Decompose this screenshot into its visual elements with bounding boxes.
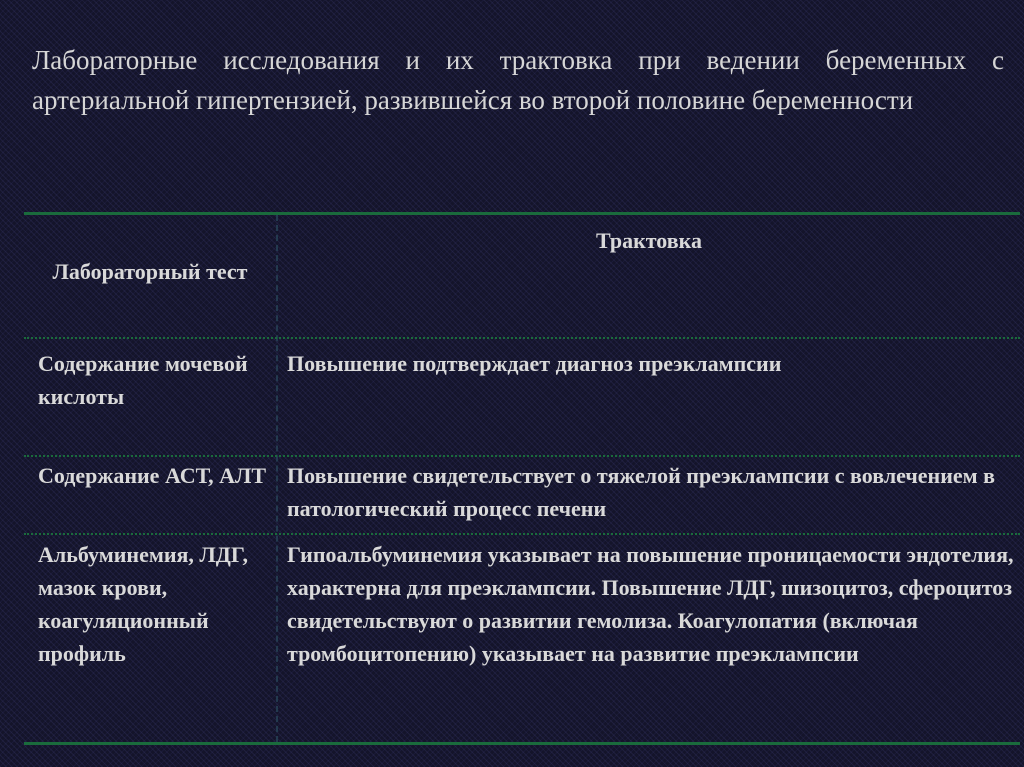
table-row [24, 533, 1020, 745]
slide-title: Лабораторные исследования и их трактовка при ведении беременных с артериальной гипертензией, развившейся во второй половине беременности [32, 45, 1004, 115]
interpretation-cell: Гипоальбуминемия указывает на повышение проницаемости эндотелия, характерна для преэклампсии. Повышение ЛДГ, шизоцитоз, сфероцитоз свидетельствуют о развитии гемолиза. Коагулопатия (включая тромбоцитопению) указывает на развитие преэклампсии [287, 542, 1014, 666]
lab-test-cell: Содержание АСТ, АЛТ [38, 463, 267, 488]
table-header-row [24, 215, 1020, 337]
lab-tests-table [24, 212, 1020, 745]
interpretation-cell: Повышение свидетельствует о тяжелой преэклампсии с вовлечением в патологический процесс печени [287, 463, 996, 521]
header-lab-test: Лабораторный тест [52, 259, 248, 284]
lab-test-cell: Альбуминемия, ЛДГ, мазок крови, коагуляционный профиль [38, 542, 248, 666]
interpretation-cell: Повышение подтверждает диагноз преэклампсии [287, 351, 782, 376]
header-interpretation: Трактовка [596, 228, 702, 253]
table-row [24, 337, 1020, 455]
lab-test-cell: Содержание мочевой кислоты [38, 351, 248, 409]
table-row [24, 455, 1020, 533]
